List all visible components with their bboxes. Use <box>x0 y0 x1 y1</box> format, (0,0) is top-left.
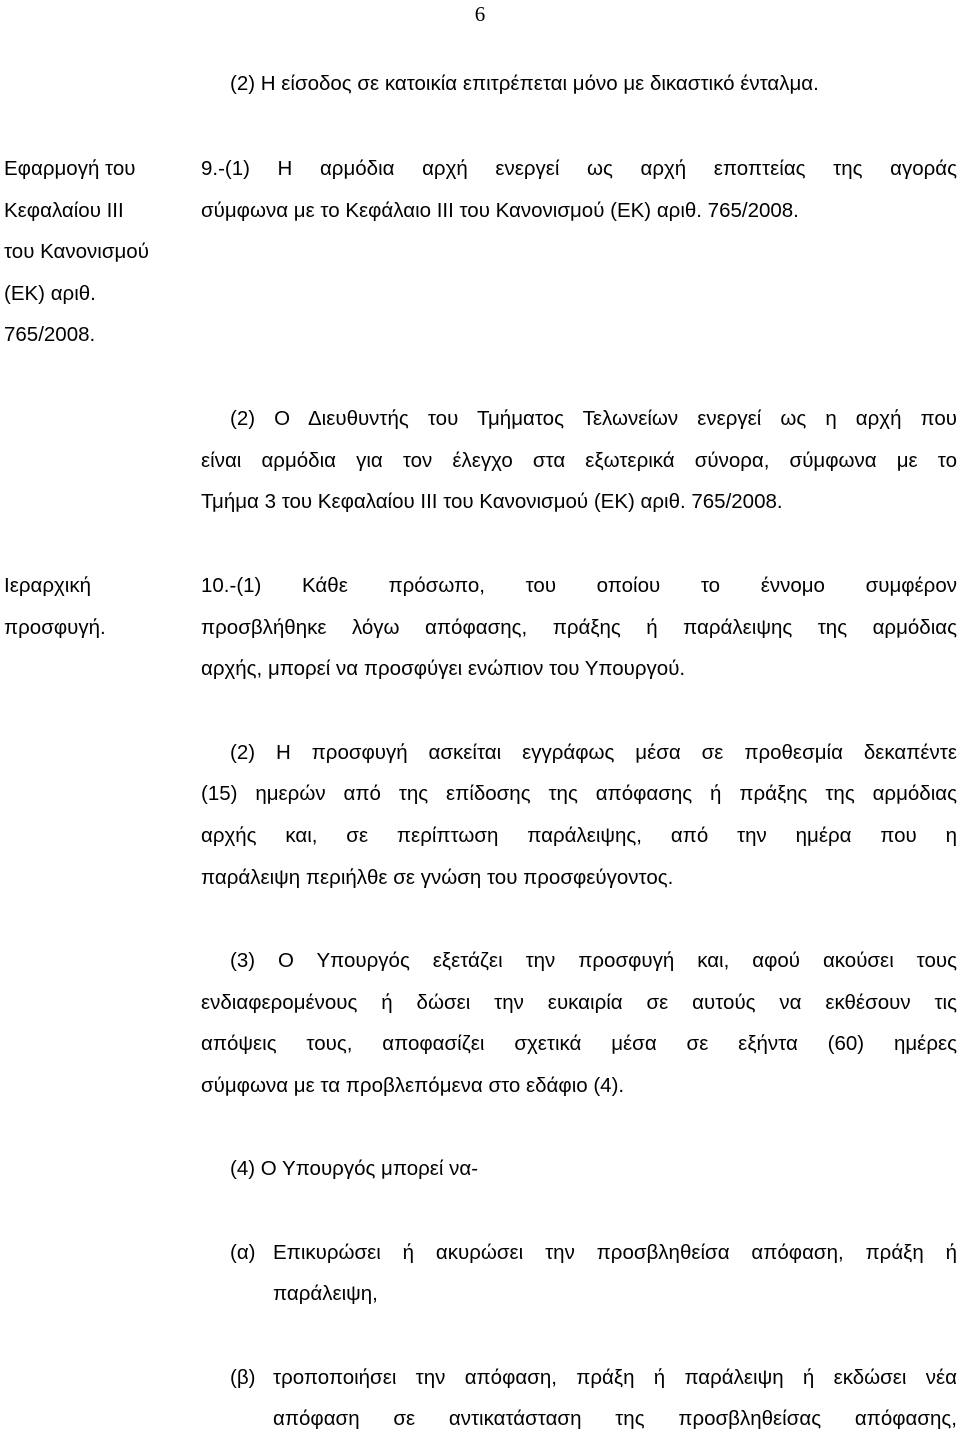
text-line: σύμφωνα με το Κεφάλαιο III του Κανονισμού (ΕΚ) αριθ. 765/2008. <box>201 199 799 222</box>
text-line: (15) ημερών από της επίδοσης της απόφασης ή πράξης της αρμόδιας <box>201 782 957 805</box>
text-line: παράλειψη, <box>273 1282 378 1305</box>
text-line: (2) Η προσφυγή ασκείται εγγράφως μέσα σε προθεσμία δεκαπέντε <box>230 741 957 764</box>
text-line: σύμφωνα με τα προβλεπόμενα στο εδάφιο (4). <box>201 1074 625 1097</box>
text-line: Τμήμα 3 του Κεφαλαίου III του Κανονισμού (ΕΚ) αριθ. 765/2008. <box>201 490 783 513</box>
margin-line: προσφυγή. <box>4 616 106 639</box>
text-line: Επικυρώσει ή ακυρώσει την προσβληθείσα απόφαση, πράξη ή <box>273 1241 957 1264</box>
margin-line: του Κανονισμού <box>4 240 149 263</box>
text-line: (2) Ο Διευθυντής του Τμήματος Τελωνείων ενεργεί ως η αρχή που <box>230 407 957 430</box>
text-line: (3) Ο Υπουργός εξετάζει την προσφυγή και, αφού ακούσει τους <box>230 949 957 972</box>
text-line: παράλειψη περιήλθε σε γνώση του προσφεύγοντος. <box>201 866 674 889</box>
margin-line: Εφαρμογή του <box>4 157 136 180</box>
text-line: αρχής, μπορεί να προσφύγει ενώπιον του Υπουργού. <box>201 657 686 680</box>
text-line: 10.-(1) Κάθε πρόσωπο, του οποίου το έννομο συμφέρον <box>201 574 957 597</box>
section-8-paragraph-2: (2) Η είσοδος σε κατοικία επιτρέπεται μόνο με δικαστικό ένταλμα. <box>230 72 819 95</box>
margin-line: Ιεραρχική <box>4 574 91 597</box>
list-item-label: (β) <box>230 1366 256 1389</box>
page-number: 6 <box>474 2 486 26</box>
text-line: απόψεις τους, αποφασίζει σχετικά μέσα σε εξήντα (60) ημέρες <box>201 1032 957 1055</box>
text-line: απόφαση σε αντικατάσταση της προσβληθείσας απόφασης, <box>273 1407 957 1430</box>
text-line: τροποποιήσει την απόφαση, πράξη ή παράλειψη ή εκδώσει νέα <box>273 1366 957 1389</box>
margin-line: Κεφαλαίου III <box>4 199 124 222</box>
text-line: ενδιαφερομένους ή δώσει την ευκαιρία σε αυτούς να εκθέσουν τις <box>201 991 957 1014</box>
text-line: προσβλήθηκε λόγω απόφασης, πράξης ή παράλειψης της αρμόδιας <box>201 616 957 639</box>
margin-line: (ΕΚ) αριθ. <box>4 282 96 305</box>
margin-line: 765/2008. <box>4 323 96 346</box>
text-line: είναι αρμόδια για τον έλεγχο στα εξωτερικά σύνορα, σύμφωνα με το <box>201 449 957 472</box>
text-line: αρχής και, σε περίπτωση παράλειψης, από την ημέρα που η <box>201 824 957 847</box>
list-item-label: (α) <box>230 1241 256 1264</box>
text-line: 9.-(1) Η αρμόδια αρχή ενεργεί ως αρχή εποπτείας της αγοράς <box>201 157 957 180</box>
section-10-paragraph-4: (4) Ο Υπουργός μπορεί να- <box>230 1157 479 1180</box>
